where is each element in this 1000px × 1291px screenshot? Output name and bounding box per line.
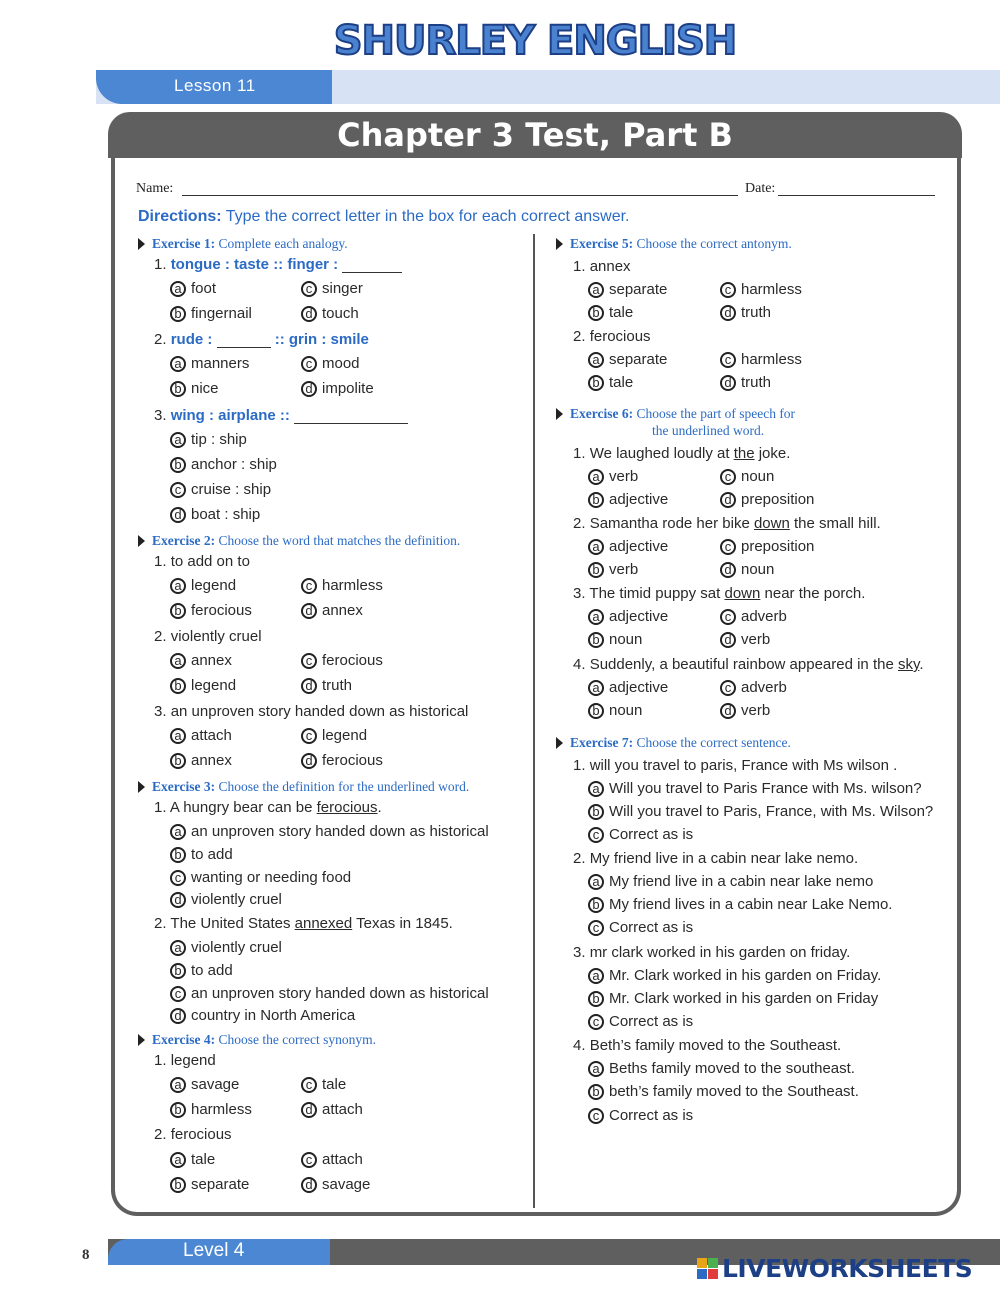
ex7-q2-option-a[interactable]: a My friend live in a cabin near lake nemo bbox=[588, 873, 873, 890]
name-label: Name: bbox=[136, 181, 174, 196]
directions-text: Type the correct letter in the box for each correct answer. bbox=[225, 208, 630, 225]
ex6-q3-option-c[interactable]: c adverb bbox=[720, 608, 787, 625]
exercise-1-heading: Exercise 1: Complete each analogy. bbox=[152, 236, 348, 251]
ex3-q2-option-a[interactable]: a violently cruel bbox=[170, 939, 282, 956]
ex1-q1-option-b[interactable]: b fingernail bbox=[170, 305, 252, 322]
date-label: Date: bbox=[745, 181, 776, 196]
answer-blank[interactable] bbox=[217, 347, 271, 348]
ex4-q1-option-c[interactable]: c tale bbox=[301, 1076, 346, 1093]
ex1-q3-option-b[interactable]: b anchor : ship bbox=[170, 456, 277, 473]
directions bbox=[138, 208, 629, 226]
page-title: Chapter 3 Test, Part B bbox=[337, 116, 733, 154]
ex2-q2-option-c[interactable]: c ferocious bbox=[301, 652, 383, 669]
ex5-q1-option-c[interactable]: c harmless bbox=[720, 281, 802, 298]
ex1-q1-option-d[interactable]: d touch bbox=[301, 305, 359, 322]
ex7-q3-option-b[interactable]: b Mr. Clark worked in his garden on Friday bbox=[588, 990, 878, 1007]
ex7-q1-option-a[interactable]: a Will you travel to Paris France with Ms. wilson? bbox=[588, 780, 922, 797]
ex6-q3-option-b[interactable]: b noun bbox=[588, 631, 642, 648]
ex3-q1: 1. A hungry bear can be ferocious. bbox=[154, 799, 382, 816]
liveworksheets-icon bbox=[697, 1258, 718, 1279]
ex7-q2: 2. My friend live in a cabin near lake nemo. bbox=[573, 850, 859, 867]
ex1-q3-option-c[interactable]: c cruise : ship bbox=[170, 481, 271, 498]
ex2-q3-option-c[interactable]: c legend bbox=[301, 727, 367, 744]
ex6-q3: 3. The timid puppy sat down near the porch. bbox=[573, 585, 866, 602]
ex3-q1-option-b[interactable]: b to add bbox=[170, 846, 233, 863]
ex3-q2-option-d[interactable]: d country in North America bbox=[170, 1007, 355, 1024]
ex5-q2-option-a[interactable]: a separate bbox=[588, 351, 667, 368]
ex5-q2: 2. ferocious bbox=[573, 328, 651, 345]
ex2-q3-option-d[interactable]: d ferocious bbox=[301, 752, 383, 769]
ex7-q4-option-c[interactable]: c Correct as is bbox=[588, 1107, 693, 1124]
liveworksheets-logo[interactable] bbox=[697, 1254, 972, 1283]
ex4-q2-option-d[interactable]: d savage bbox=[301, 1176, 370, 1193]
ex4-q2-option-c[interactable]: c attach bbox=[301, 1151, 363, 1168]
ex7-q4-option-b[interactable]: b beth’s family moved to the Southeast. bbox=[588, 1083, 859, 1100]
ex6-q4: 4. Suddenly, a beautiful rainbow appeared in the sky. bbox=[573, 656, 924, 673]
ex3-q2: 2. The United States annexed Texas in 1845. bbox=[154, 915, 453, 932]
ex2-q1: 1. to add on to bbox=[154, 553, 250, 570]
ex4-q2-option-b[interactable]: b separate bbox=[170, 1176, 249, 1193]
ex5-q1-option-d[interactable]: d truth bbox=[720, 304, 771, 321]
answer-blank[interactable] bbox=[342, 272, 402, 273]
ex1-q1-option-a[interactable]: a foot bbox=[170, 280, 216, 297]
ex4-q1: 1. legend bbox=[154, 1052, 216, 1069]
exercise-arrow-icon bbox=[138, 238, 145, 250]
ex1-q2-option-a[interactable]: a manners bbox=[170, 355, 249, 372]
ex5-q2-option-d[interactable]: d truth bbox=[720, 374, 771, 391]
ex6-q2: 2. Samantha rode her bike down the small hill. bbox=[573, 515, 881, 532]
ex3-q1-option-d[interactable]: d violently cruel bbox=[170, 891, 282, 908]
page-number: 8 bbox=[82, 1247, 90, 1263]
exercise-arrow-icon bbox=[138, 781, 145, 793]
ex2-q2: 2. violently cruel bbox=[154, 628, 262, 645]
ex2-q1-option-c[interactable]: c harmless bbox=[301, 577, 383, 594]
ex1-q1-option-c[interactable]: c singer bbox=[301, 280, 363, 297]
ex7-q3-option-a[interactable]: a Mr. Clark worked in his garden on Friday. bbox=[588, 967, 881, 984]
ex1-q3: 3. wing : airplane :: bbox=[154, 407, 408, 424]
ex6-q4-option-c[interactable]: c adverb bbox=[720, 679, 787, 696]
ex6-q3-option-a[interactable]: a adjective bbox=[588, 608, 668, 625]
ex4-q2-option-a[interactable]: a tale bbox=[170, 1151, 215, 1168]
ex6-q4-option-a[interactable]: a adjective bbox=[588, 679, 668, 696]
ex6-q1-option-d[interactable]: d preposition bbox=[720, 491, 814, 508]
ex1-q3-option-d[interactable]: d boat : ship bbox=[170, 506, 260, 523]
ex1-q2-option-b[interactable]: b nice bbox=[170, 380, 219, 397]
ex2-q2-option-b[interactable]: b legend bbox=[170, 677, 236, 694]
ex7-q3: 3. mr clark worked in his garden on friday. bbox=[573, 944, 851, 961]
ex2-q1-option-b[interactable]: b ferocious bbox=[170, 602, 252, 619]
ex6-q1-option-c[interactable]: c noun bbox=[720, 468, 774, 485]
ex5-q1-option-b[interactable]: b tale bbox=[588, 304, 633, 321]
exercise-6-heading-line-2: the underlined word. bbox=[652, 423, 765, 438]
ex7-q1-option-b[interactable]: b Will you travel to Paris, France, with Ms. Wilson? bbox=[588, 803, 933, 820]
ex5-q1: 1. annex bbox=[573, 258, 631, 275]
ex2-q2-option-d[interactable]: d truth bbox=[301, 677, 352, 694]
ex7-q2-option-b[interactable]: b My friend lives in a cabin near Lake Nemo. bbox=[588, 896, 892, 913]
ex2-q3: 3. an unproven story handed down as historical bbox=[154, 703, 469, 720]
ex3-q2-option-c[interactable]: c an unproven story handed down as historical bbox=[170, 985, 489, 1002]
ex7-q4: 4. Beth’s family moved to the Southeast. bbox=[573, 1037, 842, 1054]
ex4-q1-option-a[interactable]: a savage bbox=[170, 1076, 239, 1093]
ex6-q4-option-d[interactable]: d verb bbox=[720, 702, 770, 719]
shurley-english-logo: SHURLEY ENGLISH bbox=[333, 18, 737, 64]
ex6-q1-option-b[interactable]: b adjective bbox=[588, 491, 668, 508]
ex7-q3-option-c[interactable]: c Correct as is bbox=[588, 1013, 693, 1030]
lesson-label: Lesson 11 bbox=[174, 76, 256, 95]
ex1-q2: 2. rude : :: grin : smile bbox=[154, 331, 369, 348]
exercise-arrow-icon bbox=[138, 1034, 145, 1046]
exercise-arrow-icon bbox=[556, 737, 563, 749]
ex2-q2-option-a[interactable]: a annex bbox=[170, 652, 232, 669]
exercise-arrow-icon bbox=[138, 535, 145, 547]
ex1-q2-option-c[interactable]: c mood bbox=[301, 355, 360, 372]
ex7-q4-option-a[interactable]: a Beths family moved to the southeast. bbox=[588, 1060, 855, 1077]
ex1-q2-option-d[interactable]: d impolite bbox=[301, 380, 374, 397]
exercise-arrow-icon bbox=[556, 238, 563, 250]
ex6-q1-option-a[interactable]: a verb bbox=[588, 468, 638, 485]
ex6-q2-option-c[interactable]: c preposition bbox=[720, 538, 814, 555]
ex5-q2-option-c[interactable]: c harmless bbox=[720, 351, 802, 368]
ex6-q2-option-b[interactable]: b verb bbox=[588, 561, 638, 578]
ex7-q2-option-c[interactable]: c Correct as is bbox=[588, 919, 693, 936]
liveworksheets-wordmark: LIVEWORKSHEETS bbox=[722, 1254, 973, 1283]
ex7-q1: 1. will you travel to paris, France with Ms wilson . bbox=[573, 757, 898, 774]
ex2-q3-option-b[interactable]: b annex bbox=[170, 752, 232, 769]
ex1-q3-option-a[interactable]: a tip : ship bbox=[170, 431, 247, 448]
ex4-q1-option-d[interactable]: d attach bbox=[301, 1101, 363, 1118]
level-label: Level 4 bbox=[183, 1240, 245, 1261]
ex2-q3-option-a[interactable]: a attach bbox=[170, 727, 232, 744]
ex6-q2-option-a[interactable]: a adjective bbox=[588, 538, 668, 555]
ex6-q3-option-d[interactable]: d verb bbox=[720, 631, 770, 648]
name-field[interactable] bbox=[182, 195, 738, 196]
exercise-5-heading: Exercise 5: Choose the correct antonym. bbox=[570, 236, 792, 251]
ex2-q1-option-a[interactable]: a legend bbox=[170, 577, 236, 594]
ex4-q2: 2. ferocious bbox=[154, 1126, 232, 1143]
column-divider bbox=[533, 234, 535, 1208]
ex5-q1-option-a[interactable]: a separate bbox=[588, 281, 667, 298]
exercise-arrow-icon bbox=[556, 408, 563, 420]
ex1-q1: 1. tongue : taste :: finger : bbox=[154, 256, 402, 273]
ex4-q1-option-b[interactable]: b harmless bbox=[170, 1101, 252, 1118]
exercise-6-heading: Exercise 6: Choose the part of speech for bbox=[570, 406, 796, 421]
ex6-q1: 1. We laughed loudly at the joke. bbox=[573, 445, 791, 462]
ex7-q1-option-c[interactable]: c Correct as is bbox=[588, 826, 693, 843]
exercise-4-heading: Exercise 4: Choose the correct synonym. bbox=[152, 1032, 376, 1047]
ex5-q2-option-b[interactable]: b tale bbox=[588, 374, 633, 391]
ex6-q4-option-b[interactable]: b noun bbox=[588, 702, 642, 719]
answer-blank[interactable] bbox=[294, 423, 408, 424]
directions-label: Directions: bbox=[138, 208, 222, 225]
exercise-3-heading: Exercise 3: Choose the definition for the underlined word. bbox=[152, 779, 470, 794]
ex3-q1-option-c[interactable]: c wanting or needing food bbox=[170, 869, 351, 886]
ex3-q2-option-b[interactable]: b to add bbox=[170, 962, 233, 979]
ex3-q1-option-a[interactable]: a an unproven story handed down as historical bbox=[170, 823, 489, 840]
exercise-2-heading: Exercise 2: Choose the word that matches the definition. bbox=[152, 533, 461, 548]
ex6-q2-option-d[interactable]: d noun bbox=[720, 561, 774, 578]
exercise-7-heading: Exercise 7: Choose the correct sentence. bbox=[570, 735, 791, 750]
date-field[interactable] bbox=[778, 195, 935, 196]
ex2-q1-option-d[interactable]: d annex bbox=[301, 602, 363, 619]
